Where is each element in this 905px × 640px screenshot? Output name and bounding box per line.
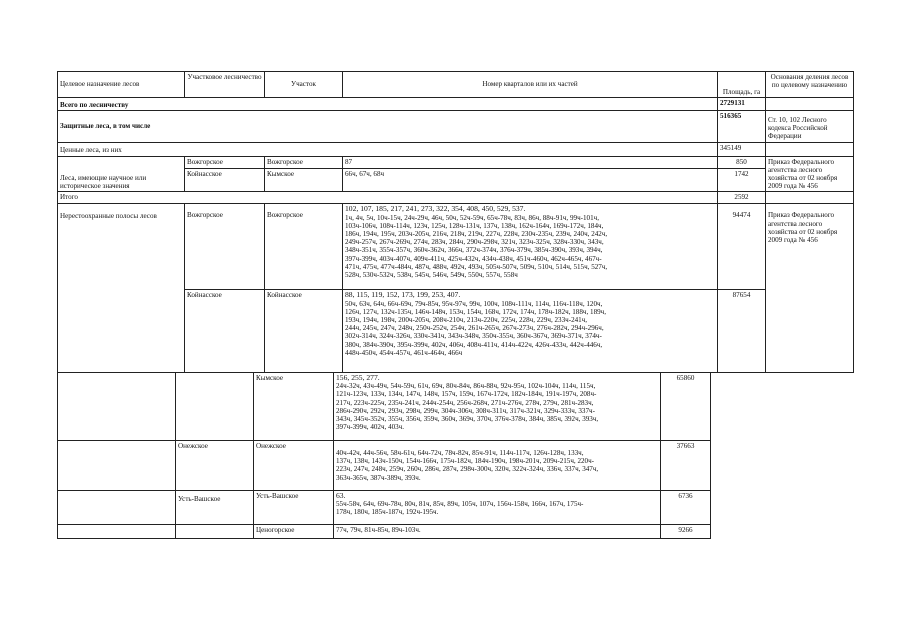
valuable-row	[58, 142, 854, 156]
quarters-line: 178ч, 180ч, 185ч-187ч, 192ч-195ч.	[336, 508, 439, 517]
spawning-area: 94474	[718, 204, 766, 290]
quarters-line: 471ч, 475ч, 477ч-484ч, 487ч, 488ч, 492ч, 493ч, 505ч-507ч, 509ч, 510ч, 514ч, 515ч, 527ч,	[345, 262, 608, 271]
header-district: Участковое лесничество	[185, 72, 265, 98]
header-basis: Основания деления лесов по целевому назначению	[766, 72, 854, 98]
valuable-area: 345149	[718, 142, 766, 156]
spawning-area: 9266	[661, 525, 711, 539]
table-lower	[57, 372, 710, 539]
scientific-plot: Вожгорское	[265, 156, 343, 168]
spawning-district: Вожгорское	[185, 204, 265, 290]
quarters-line: 63.	[336, 491, 346, 500]
quarters-line: 126ч, 127ч, 132ч-135ч, 146ч-148ч, 153ч, 154ч, 168ч, 172ч, 174ч, 178ч-182ч, 188ч, 189ч,	[345, 307, 607, 316]
quarters-line: 286ч-290ч, 292ч, 293ч, 298ч, 299ч, 304ч-306ч, 308ч-311ч, 317ч-321ч, 329ч-333ч, 337ч-	[336, 406, 595, 415]
quarters-line: 397ч-399ч, 403ч-407ч, 409ч-411ч, 425ч-432ч, 434ч-438ч, 451ч-460ч, 462ч-465ч, 467ч-	[345, 254, 602, 263]
spawning-plot: Кымское	[254, 373, 334, 441]
scientific-quarters: 87	[343, 156, 718, 168]
scientific-quarters: 66ч, 67ч, 68ч	[343, 168, 718, 192]
quarters-cell	[334, 525, 661, 539]
quarters-line: 244ч, 245ч, 247ч, 248ч, 250ч-252ч, 254ч, 261ч-265ч, 267ч-273ч, 276ч-282ч, 294ч-296ч,	[345, 324, 604, 333]
scientific-label: Леса, имеющие научное или историческое значения	[58, 156, 185, 192]
quarters-line: 156, 255, 277.	[336, 373, 380, 382]
itogo-row	[58, 192, 854, 204]
spawning-plot: Вожгорское	[265, 204, 343, 290]
header-row	[58, 72, 854, 98]
spawning-row-tsen	[58, 525, 711, 539]
total-row	[58, 98, 854, 111]
quarters-line: 1ч, 4ч, 5ч, 10ч-15ч, 24ч-29ч, 46ч, 50ч, 52ч-59ч, 65ч-78ч, 83ч, 86ч, 88ч-91ч, 99ч-101ч,	[345, 213, 599, 222]
scientific-plot: Кымское	[265, 168, 343, 192]
quarters-cell	[334, 441, 661, 491]
table-upper	[57, 71, 853, 373]
spawning-area: 87654	[718, 290, 766, 373]
spawning-area: 65860	[661, 373, 711, 441]
quarters-line: 380ч, 384ч-390ч, 395ч-399ч, 402ч, 406ч, 408ч-411ч, 414ч-422ч, 426ч-433ч, 442ч-446ч,	[345, 340, 603, 349]
quarters-line: 137ч, 138ч, 143ч-150ч, 154ч-166ч, 175ч-182ч, 184ч-190ч, 198ч-201ч, 209ч-215ч, 220ч-	[336, 457, 595, 466]
total-label: Всего по лесничеству	[58, 98, 718, 111]
spawning-district: Онежское	[176, 441, 254, 491]
quarters-cell	[343, 290, 718, 373]
header-purpose: Целевое назначение лесов	[58, 72, 185, 98]
spawning-label: Нерестоохранные полосы лесов	[58, 204, 185, 373]
quarters-line: 348ч-351ч, 355ч-357ч, 360ч-362ч, 366ч, 372ч-374ч, 376ч-379ч, 385ч-390ч, 393ч, 394ч,	[345, 246, 603, 255]
spawning-area: 6736	[661, 491, 711, 525]
spawning-row-vozh	[58, 204, 854, 290]
scientific-area: 850	[718, 156, 766, 168]
quarters-line: 223ч, 247ч, 248ч, 259ч, 260ч, 286ч, 287ч, 298ч-300ч, 320ч, 322ч-324ч, 336ч, 337ч, 347ч,	[336, 465, 599, 474]
scientific-basis: Приказ Федерального агентства лесного хозяйства от 02 ноября 2009 года № 456	[766, 156, 854, 192]
quarters-line: 528ч, 530ч-532ч, 538ч, 545ч, 546ч, 549ч, 550ч, 557ч, 558ч	[345, 271, 518, 280]
quarters-cell	[334, 373, 661, 441]
quarters-line: 102, 107, 185, 217, 241, 273, 322, 354, 408, 450, 529, 537.	[345, 204, 526, 214]
spawning-row-kym	[58, 373, 711, 441]
quarters-line: 249ч-257ч, 267ч-269ч, 274ч, 283ч, 284ч, 290ч-298ч, 321ч, 323ч-325ч, 328ч-330ч, 343ч,	[345, 238, 604, 247]
spawning-row-onega	[58, 441, 711, 491]
spawning-district: Койнасское	[185, 290, 265, 373]
quarters-line: 121ч-123ч, 133ч, 134ч, 147ч, 148ч, 157ч, 159ч, 167ч-172ч, 182ч-184ч, 191ч-197ч, 208ч-	[336, 390, 597, 399]
spawning-basis: Приказ Федерального агентства лесного хозяйства от 02 ноября 2009 года № 456	[766, 204, 854, 373]
quarters-line: 55ч-58ч, 64ч, 69ч-78ч, 80ч, 81ч, 85ч, 89ч, 105ч, 107ч, 156ч-158ч, 166ч, 167ч, 175ч-	[336, 500, 584, 509]
spawning-plot: Онежское	[254, 441, 334, 491]
header-area: Площадь, га	[718, 72, 766, 98]
quarters-line: 193ч, 194ч, 198ч, 200ч-205ч, 208ч-210ч, 213ч-220ч, 225ч, 228ч, 229ч, 233ч-241ч,	[345, 316, 588, 325]
quarters-line: 217ч, 223ч-225ч, 235ч-241ч, 244ч-254ч, 256ч-268ч, 271ч-276ч, 278ч, 279ч, 281ч-283ч,	[336, 398, 594, 407]
quarters-line: 363ч-365ч, 387ч-389ч, 393ч.	[336, 473, 421, 482]
itogo-area: 2592	[718, 192, 766, 204]
protective-basis: Ст. 10, 102 Лесного кодекса Российской Федерации	[766, 111, 854, 143]
quarters-line: 397ч-399ч, 402ч, 403ч.	[336, 423, 405, 432]
scientific-district: Койнасское	[185, 168, 265, 192]
spawning-area: 37663	[661, 441, 711, 491]
spawning-district: Усть-Вашское	[176, 491, 254, 525]
scientific-row-1	[58, 156, 854, 168]
protective-label: Защитные леса, в том числе	[58, 111, 718, 143]
quarters-line: 103ч-106ч, 108ч-114ч, 123ч, 125ч, 128ч-131ч, 137ч, 138ч, 162ч-164ч, 169ч-172ч, 184ч,	[345, 221, 604, 230]
protective-area: 516365	[718, 111, 766, 143]
quarters-line: 302ч-314ч, 324ч-326ч, 330ч-341ч, 343ч-348ч, 350ч-355ч, 360ч-367ч, 369ч-371ч, 374ч-	[345, 332, 602, 341]
header-quarters: Номер кварталов или их частей	[343, 72, 718, 98]
scientific-area: 1742	[718, 168, 766, 192]
quarters-cell	[343, 204, 718, 290]
quarters-line: 448ч-450ч, 454ч-457ч, 461ч-464ч, 466ч	[345, 348, 463, 357]
protective-row	[58, 111, 854, 143]
spawning-plot: Усть-Вашское	[254, 491, 334, 525]
scientific-district: Вожгорское	[185, 156, 265, 168]
spawning-plot: Ценогорское	[254, 525, 334, 539]
quarters-line: 77ч, 79ч, 81ч-85ч, 89ч-103ч.	[336, 526, 421, 534]
quarters-line: 40ч-42ч, 44ч-56ч, 58ч-61ч, 64ч-72ч, 78ч-82ч, 85ч-91ч, 114ч-117ч, 126ч-128ч, 133ч,	[336, 449, 584, 457]
quarters-line: 50ч, 63ч, 64ч, 66ч-69ч, 79ч-85ч, 95ч-97ч, 99ч, 100ч, 108ч-111ч, 114ч, 116ч-118ч, 120ч,	[345, 299, 603, 308]
spawning-plot: Койнасское	[265, 290, 343, 373]
quarters-cell	[334, 491, 661, 525]
quarters-line: 24ч-32ч, 43ч-49ч, 54ч-59ч, 61ч, 69ч, 80ч-84ч, 86ч-88ч, 92ч-95ч, 102ч-104ч, 114ч, 115ч,	[336, 382, 596, 391]
header-plot: Участок	[265, 72, 343, 98]
quarters-line: 88, 115, 119, 152, 173, 199, 253, 407.	[345, 290, 461, 300]
total-area: 2729131	[718, 98, 766, 111]
spawning-row-ustv	[58, 491, 711, 525]
valuable-label: Ценные леса, из них	[58, 142, 718, 156]
quarters-line: 343ч, 345ч-352ч, 355ч, 356ч, 359ч, 360ч, 369ч, 370ч, 376ч-378ч, 384ч, 385ч, 392ч, 393ч,	[336, 415, 599, 424]
quarters-line: 186ч, 194ч, 195ч, 203ч-205ч, 216ч, 218ч, 219ч, 227ч, 228ч, 230ч-235ч, 239ч, 240ч, 242ч,	[345, 230, 608, 239]
itogo-label: Итого	[58, 192, 718, 204]
